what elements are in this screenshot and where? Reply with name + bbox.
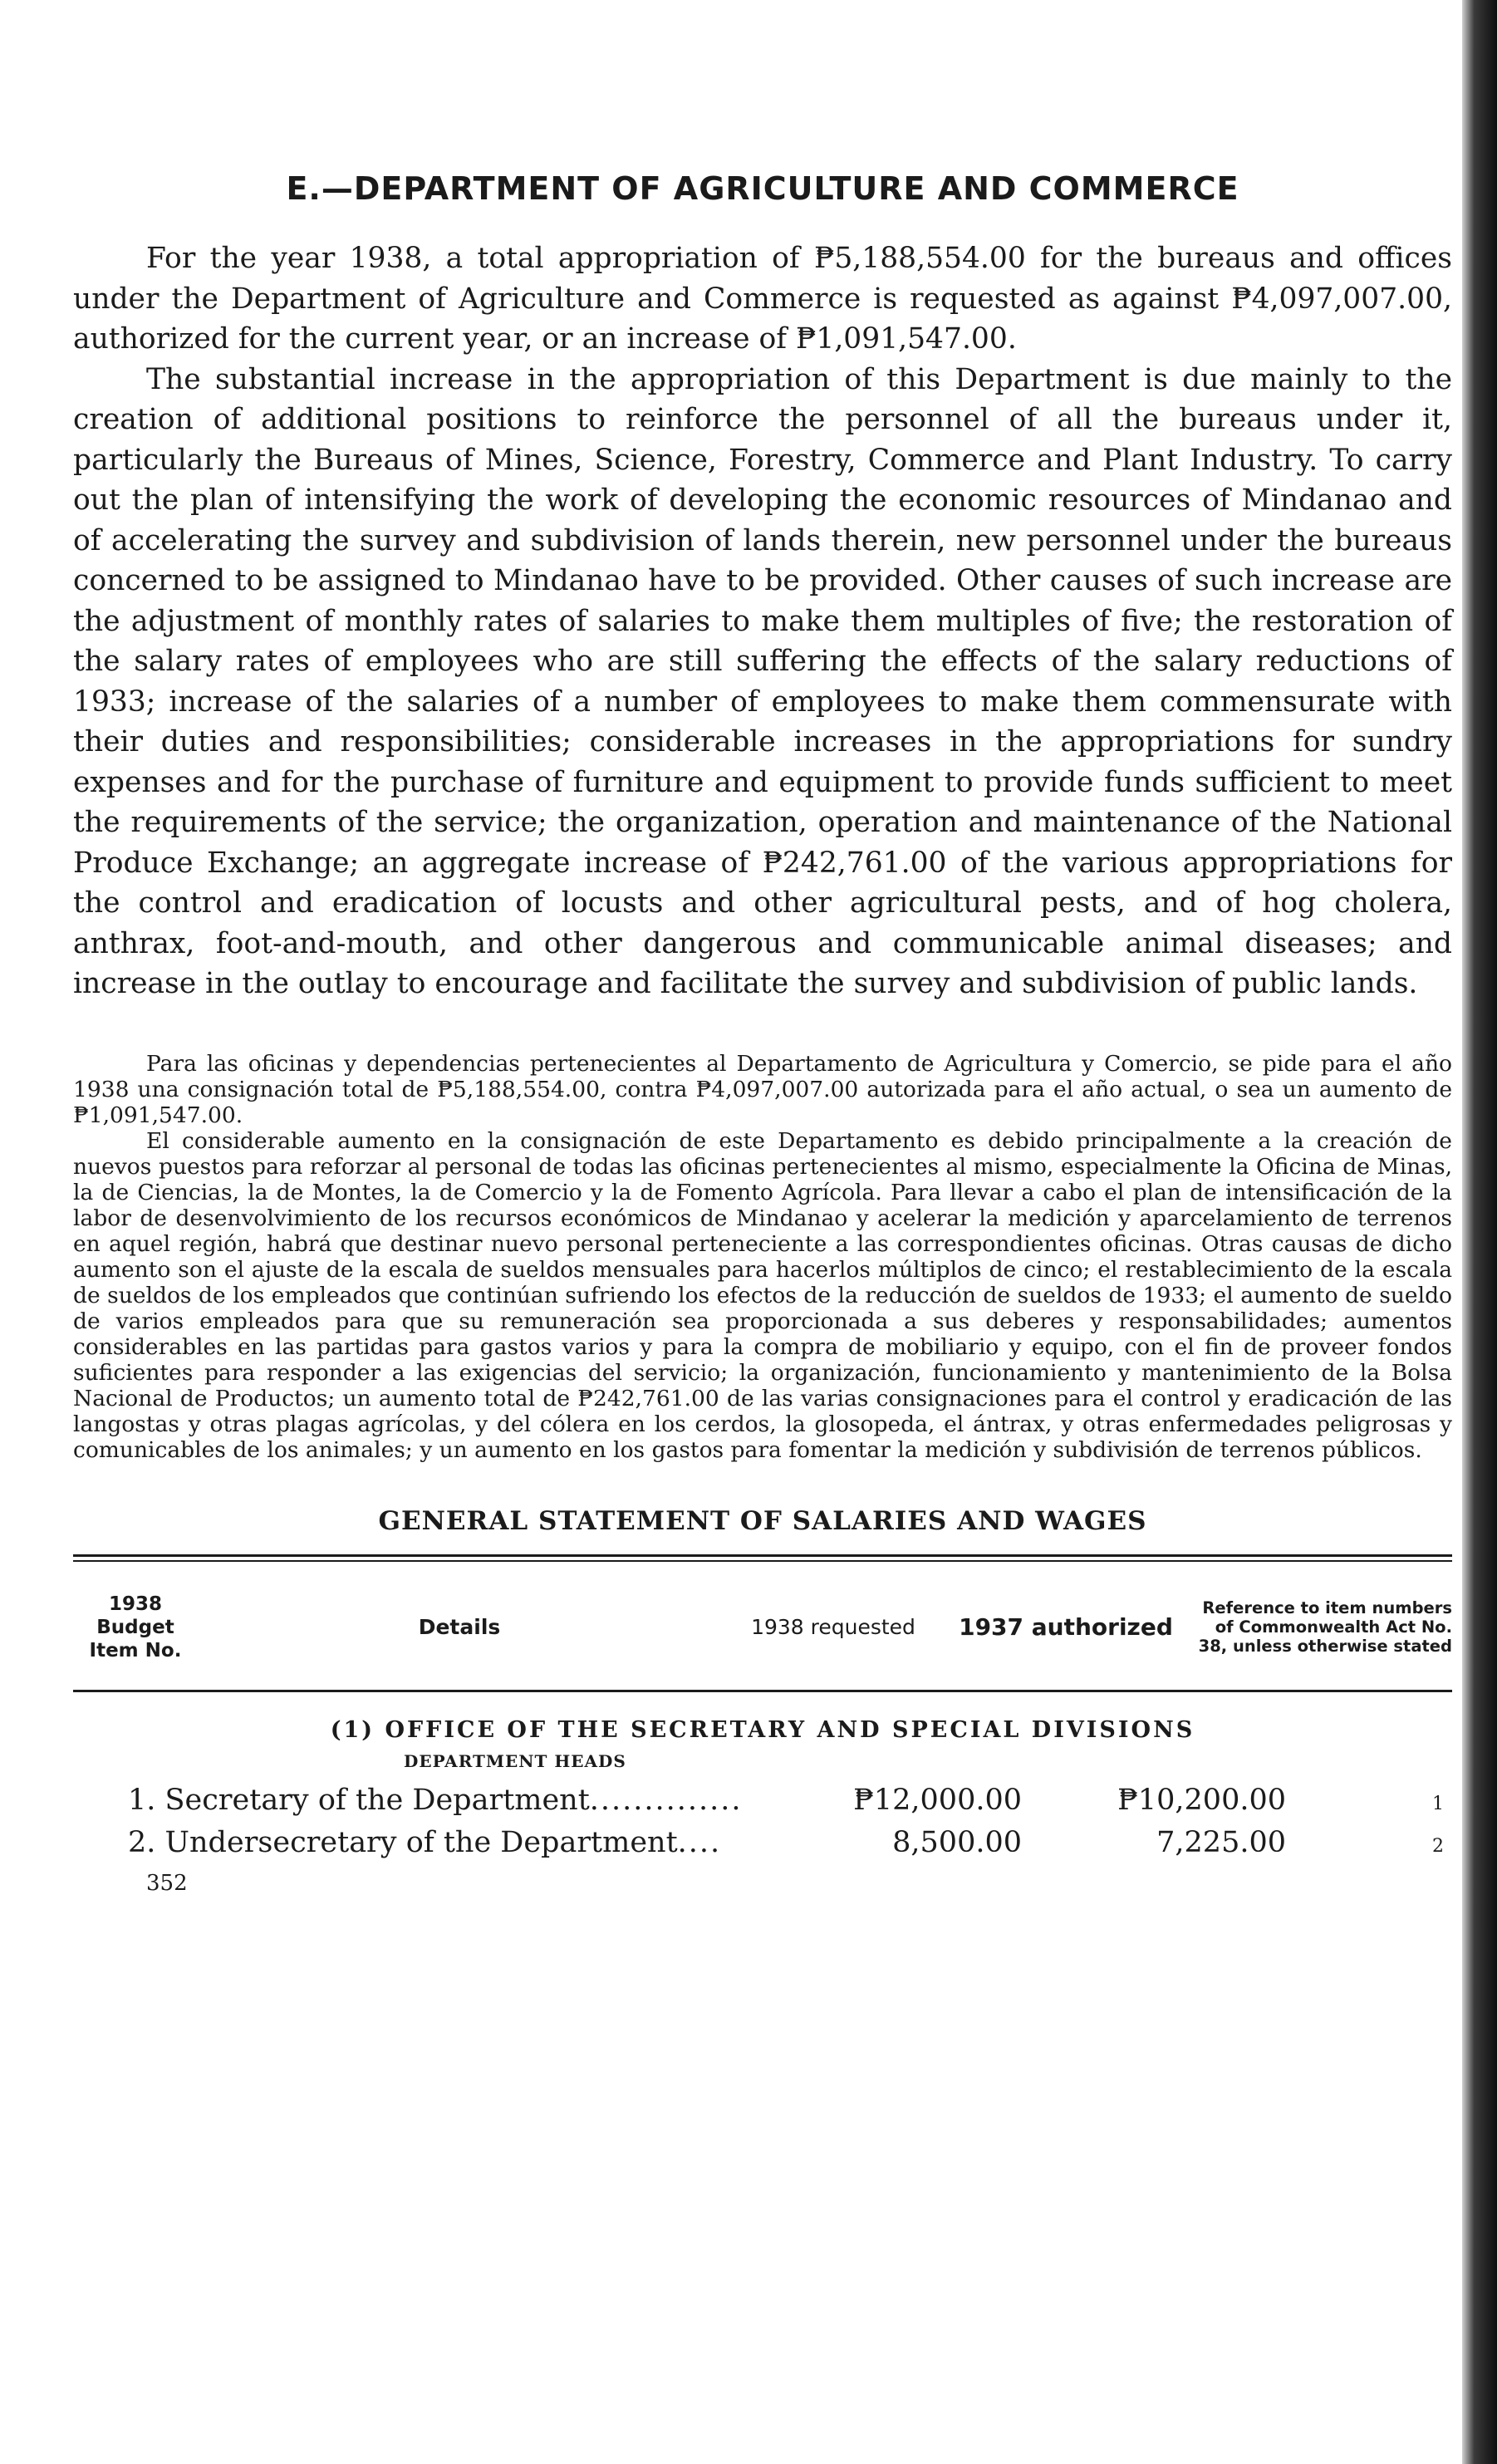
header-authorized: 1937 authorized: [959, 1612, 1173, 1641]
page-number: 352: [146, 1870, 188, 1896]
table-top-rule: [73, 1554, 1452, 1562]
header-requested: 1938 requested: [751, 1614, 915, 1639]
english-paragraph: For the year 1938, a total appropriation of ₱5,188,554.00 for the bureaus and offices under the Department of Agriculture and Commerce is requested as against ₱4,097,007.00, authorized for the current year, or an increase of ₱1,091,547.00.: [73, 242, 1452, 356]
office-title: (1) OFFICE OF THE SECRETARY AND SPECIAL DIVISIONS: [330, 1716, 1195, 1743]
section-title: E.—DEPARTMENT OF AGRICULTURE AND COMMERCE: [286, 170, 1239, 207]
english-paragraph: The substantial increase in the appropriation of this Department is due mainly to the creation of additional positions to reinforce the personnel of all the bureaus under it, particularly the Bureaus of Mines, Science, Forestry, Commerce and Plant Industry. To carry out the plan of intensifying the work of developing the economic resources of Mindanao and of accelerating the survey and subdivision of lands therein, new personnel under the bureaus concerned to be assigned to Mindanao have to be provided. Other causes of such increase are the adjustment of monthly rates of salaries to make them multiples of five; the restoration of the salary rates of employees who are still suffering the effects of the salary reductions of 1933; increase of the salaries of a number of employees to make them commensurate with their duties and responsibilities; considerable increases in the appropriations for sundry expenses and for the purchase of furniture and equipment to provide funds sufficient to meet the requirements of the service; the organization, operation and maintenance of the National Produce Exchange; an aggregate increase of ₱242,761.00 of the various appropriations for the control and eradication of locusts and other agricultural pests, and of hog cholera, anthrax, foot-and-mouth, and other dangerous and communicable animal diseases; and increase in the outlay to encourage and facilitate the survey and subdivision of public lands.: [73, 362, 1452, 1000]
spanish-paragraph: El considerable aumento en la consignación de este Departamento es debido principalmente a la creación de nuevos puestos para reforzar al personal de todas las oficinas pertenecientes al mismo, especialmente la Oficina de Minas, la de Ciencias, la de Montes, la de Comercio y la de Fomento Agrícola. Para llevar a cabo el plan de intensificación de la labor de desenvolvimiento de los recursos económicos de Mindanao y acelerar la medición y aparcelamiento de terrenos en aquel región, habrá que destinar nuevo personal perteneciente a las correspondientes oficinas. Otras causas de dicho aumento son el ajuste de la escala de sueldos mensuales para hacerlos múltiplos de cinco; el restablecimiento de la escala de sueldos de los empleados que continúan sufriendo los efectos de la reducción de sueldos de 1933; el aumento de sueldo de varios empleados para que su remuneración sea proporcionada a sus deberes y responsabilidades; aumentos considerables en las partidas para gastos varios y para la compra de mobiliario y equipo, con el fin de proveer fondos suficientes para responder a las exigencias del servicio; la organización, funcionamiento y mantenimiento de la Bolsa Nacional de Productos; un aumento total de ₱242,761.00 de las varias consignaciones para el control y eradicación de las langostas y otras plagas agrícolas, y del cólera en los cerdos, la glosopeda, el ántrax, y otras enfermedades peligrosas y comunicables de los animales; y un aumento en los gastos para fomentar la medición y subdivisión de terrenos públicos.: [73, 1127, 1452, 1463]
header-details: Details: [418, 1615, 501, 1639]
salary-table: [73, 1554, 1452, 1866]
row-label-cell: [73, 1823, 779, 1862]
row-label: 1. Secretary of the Department: [128, 1783, 590, 1817]
spanish-text: [73, 1051, 1452, 1463]
row-reference: 2: [1432, 1835, 1444, 1857]
table-title: GENERAL STATEMENT OF SALARIES AND WAGES: [378, 1505, 1147, 1536]
english-text: [73, 238, 1452, 1004]
table-header-row: [73, 1562, 1452, 1690]
row-requested: 8,500.00: [892, 1825, 1022, 1859]
sub-heading: DEPARTMENT HEADS: [404, 1750, 626, 1771]
row-reference: 1: [1432, 1793, 1444, 1814]
row-label: 2. Undersecretary of the Department: [128, 1825, 678, 1859]
row-requested: ₱12,000.00: [853, 1783, 1022, 1817]
row-leader-dots: ..............: [589, 1783, 743, 1817]
table-row: [73, 1781, 1452, 1823]
page-content: [73, 170, 1452, 1896]
header-item-no: 1938 Budget Item No.: [89, 1593, 182, 1661]
row-authorized: 7,225.00: [1156, 1825, 1286, 1859]
table-header-rule: [73, 1690, 1452, 1692]
row-leader-dots: ....: [677, 1825, 722, 1859]
row-authorized: ₱10,200.00: [1117, 1783, 1286, 1817]
page-edge-shadow: [1462, 0, 1497, 2464]
spanish-paragraph: Para las oficinas y dependencias pertenecientes al Departamento de Agricultura y Comercio, se pide para el año 1938 una consignación total de ₱5,188,554.00, contra ₱4,097,007.00 autorizada para el año actual, o sea un aumento de ₱1,091,547.00.: [73, 1050, 1452, 1128]
table-row: [73, 1823, 1452, 1866]
row-label-cell: [73, 1781, 779, 1819]
header-reference: Reference to item numbers of Commonwealth Act No. 38, unless otherwise stated: [1198, 1598, 1452, 1656]
